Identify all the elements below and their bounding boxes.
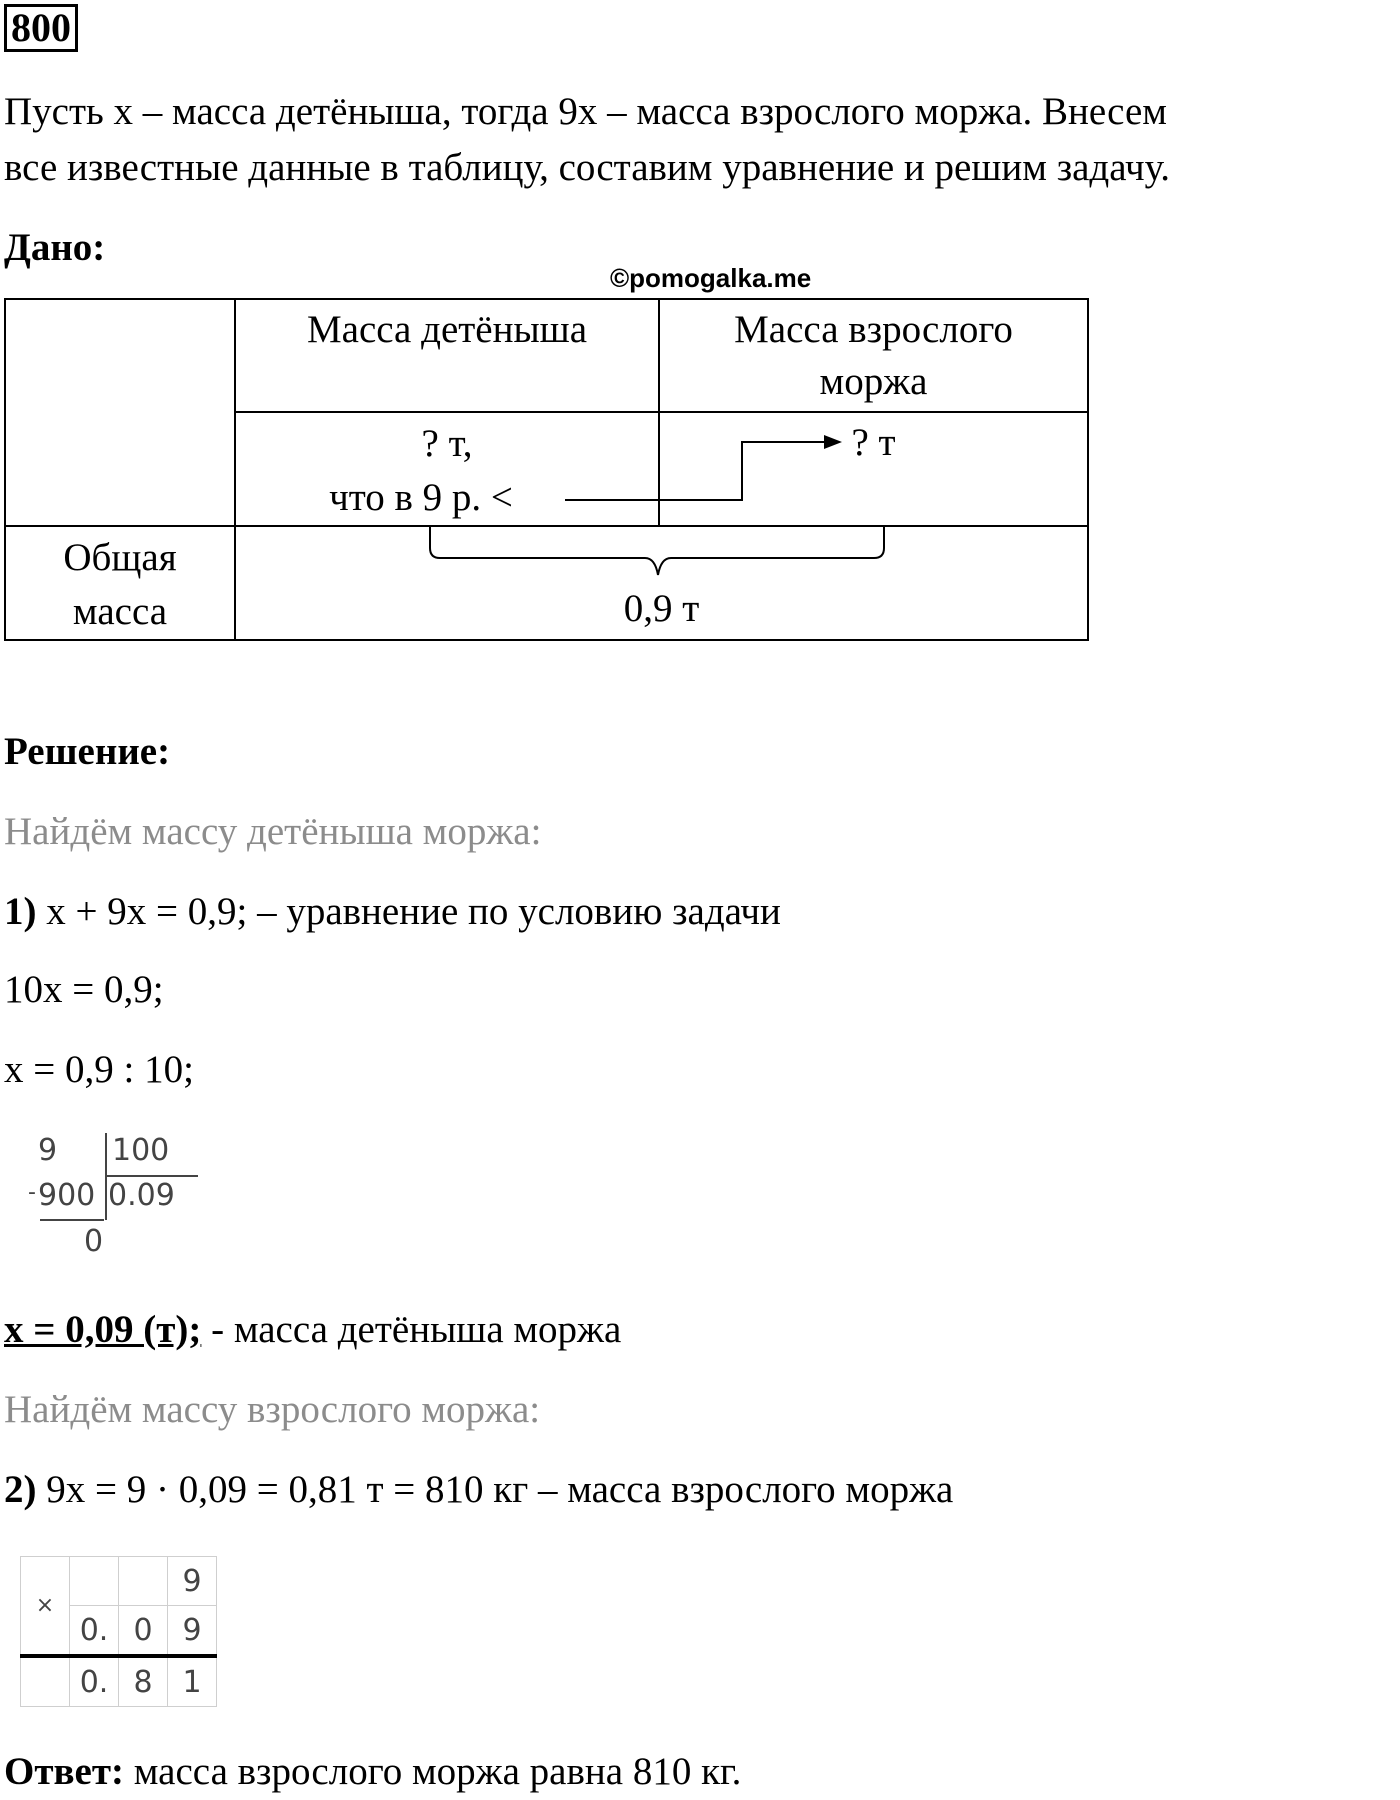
intro-line-1: Пусть х – масса детёныша, тогда 9х – масса взрослого моржа. Внесем — [4, 90, 1167, 133]
mult-cell: 9 — [168, 1557, 217, 1606]
header-adult-line1: Масса взрослого — [734, 308, 1013, 351]
adult-value: ? т — [851, 421, 896, 464]
given-heading: Дано: — [4, 226, 106, 269]
step-1-text: х + 9х = 0,9; – уравнение по условию задачи — [36, 890, 781, 933]
total-value: 0,9 т — [623, 587, 700, 630]
result-calf-bold: х = 0,09 (т); — [4, 1308, 202, 1351]
division-subtrahend: 900 — [38, 1178, 96, 1213]
hint-calf: Найдём массу детёныша моржа: — [4, 810, 542, 853]
answer — [4, 1744, 741, 1800]
calf-value-line2: что в 9 р. < — [329, 476, 513, 519]
mult-cell: 0 — [119, 1606, 168, 1657]
column-multiplication — [20, 1556, 217, 1707]
division-divisor: 100 — [112, 1133, 170, 1168]
mult-cell: 0. — [70, 1656, 119, 1707]
answer-text: масса взрослого моржа равна 810 кг. — [124, 1750, 742, 1793]
intro-line-2: все известные данные в таблицу, составим уравнение и решим задачу. — [4, 146, 1170, 189]
mult-cell: 1 — [168, 1656, 217, 1707]
mult-cell — [70, 1557, 119, 1606]
equation-3: х = 0,9 : 10; — [4, 1048, 194, 1091]
step-2-number: 2) — [4, 1468, 37, 1511]
mult-cell: 8 — [119, 1656, 168, 1707]
step-2-text: 9х = 9 · 0,09 = 0,81 т = 810 кг – масса взрослого моржа — [36, 1468, 954, 1511]
mult-cell-empty — [21, 1656, 70, 1707]
division-minus: - — [28, 1180, 36, 1205]
mult-cell: 0. — [70, 1606, 119, 1657]
calf-value-line1: ? т, — [421, 422, 473, 465]
division-dividend: 9 — [38, 1133, 58, 1168]
division-remainder: 0 — [84, 1224, 104, 1259]
mult-cell: 9 — [168, 1606, 217, 1657]
result-calf-rest: - масса детёныша моржа — [201, 1308, 622, 1351]
watermark: ©pomogalka.me — [610, 263, 812, 293]
equation-2: 10х = 0,9; — [4, 968, 164, 1011]
answer-label: Ответ: — [4, 1750, 125, 1793]
header-calf-mass: Масса детёныша — [235, 299, 659, 412]
total-label-line1: Общая — [63, 536, 177, 579]
header-adult-line2: моржа — [819, 360, 928, 403]
hint-adult: Найдём массу взрослого моржа: — [4, 1388, 541, 1431]
total-label-line2: масса — [72, 590, 168, 633]
mult-sign: × — [21, 1557, 70, 1657]
task-number: 800 — [4, 4, 78, 52]
result-calf — [4, 1302, 621, 1358]
step-2 — [4, 1462, 953, 1518]
solution-heading: Решение: — [4, 730, 171, 773]
division-quotient: 0.09 — [108, 1178, 175, 1213]
step-1-number: 1) — [4, 890, 37, 933]
mult-cell — [119, 1557, 168, 1606]
